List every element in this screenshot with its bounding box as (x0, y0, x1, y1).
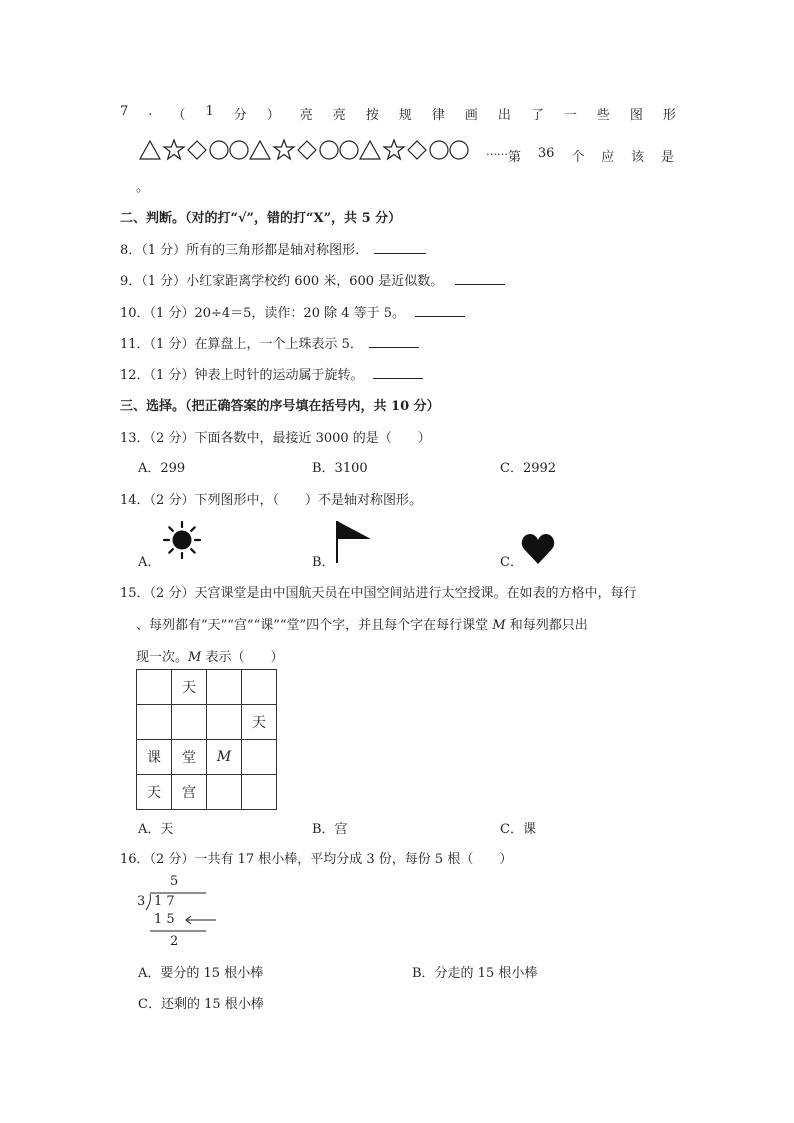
q15-option-b[interactable]: B．宫 (312, 822, 348, 837)
q15-grid (136, 669, 277, 810)
triangle-icon (360, 141, 380, 159)
q7-token: . (148, 104, 153, 119)
q15-line1: 15．（2 分）天宫课堂是由中国航天员在中国空间站进行太空授课。在如表的方格中，每行 (120, 586, 637, 601)
q7-token: 分 (233, 108, 247, 123)
q9 (120, 270, 505, 289)
grid-cell: 天 (172, 670, 207, 705)
diamond-icon (188, 141, 206, 159)
q12 (120, 364, 423, 383)
q7-end: 。 (136, 180, 150, 195)
q15-line3 (136, 646, 283, 665)
division-remainder: 2 (170, 934, 179, 949)
grid-cell: 课 (137, 740, 172, 775)
q7-token: 第 (508, 150, 522, 165)
q15-line3-text: 现一次。 (136, 650, 189, 665)
q7-token: 是 (660, 150, 674, 165)
q15-line2-text: 、每列都有“天”“宫”“课”“堂”四个字，并且每个字在每行课堂 (136, 618, 493, 633)
grid-cell: 天 (137, 775, 172, 810)
section-2-title: 二、判断。（对的打“√”，错的打“X”，共 5 分） (120, 211, 402, 226)
circle-icon (430, 141, 448, 159)
q7-token: ） (266, 108, 280, 123)
grid-cell (242, 775, 277, 810)
q7-token: 该 (631, 150, 645, 165)
division-product: 1 5 (154, 912, 175, 927)
q8 (120, 239, 426, 258)
q7-token: 形 (662, 108, 676, 123)
q15-line2 (136, 614, 588, 633)
q13-option-c[interactable]: C．2992 (500, 461, 557, 476)
heart-icon (521, 533, 555, 565)
q13-option-b[interactable]: B．3100 (312, 461, 368, 476)
q7-token: 亮 (332, 108, 346, 123)
sun-icon (162, 520, 202, 560)
circle-icon (230, 141, 248, 159)
star-icon (164, 140, 184, 159)
grid-row (137, 740, 277, 775)
division-dividend: 1 7 (154, 894, 175, 909)
q16-option-a[interactable]: A．要分的 15 根小棒 (138, 966, 264, 981)
shape-sequence (138, 138, 478, 162)
q7-token: 1 (205, 104, 214, 119)
grid-cell: 天 (242, 705, 277, 740)
q7-token: 按 (365, 108, 379, 123)
grid-cell (207, 670, 242, 705)
q7-token: 亮 (299, 108, 313, 123)
q14-option-b[interactable]: B． (312, 555, 335, 570)
q15-line3-text: 表示（ ） (201, 650, 284, 665)
q8-text: 8．（1 分）所有的三角形都是轴对称图形． (120, 243, 369, 258)
long-division (132, 874, 222, 954)
answer-blank[interactable] (374, 241, 426, 254)
q13-option-a[interactable]: A．299 (138, 461, 186, 476)
q7-token: 应 (601, 150, 615, 165)
division-divisor: 3 (137, 894, 146, 909)
star-icon (384, 140, 404, 159)
diamond-icon (408, 141, 426, 159)
q7-token: 36 (537, 146, 555, 161)
grid-cell: 堂 (172, 740, 207, 775)
q15-option-c[interactable]: C．课 (500, 822, 536, 837)
section-3-title: 三、选择。（把正确答案的序号填在括号内，共 10 分） (120, 399, 440, 414)
grid-row (137, 670, 277, 705)
division-bracket (132, 874, 222, 954)
answer-blank[interactable] (415, 304, 465, 317)
answer-blank[interactable] (373, 366, 423, 379)
grid-cell (137, 705, 172, 740)
q7-line1 (120, 104, 676, 123)
grid-cell (207, 705, 242, 740)
division-quotient: 5 (170, 874, 179, 889)
q7-token: 图 (629, 108, 643, 123)
circle-icon (340, 141, 358, 159)
q16-option-b[interactable]: B．分走的 15 根小棒 (412, 966, 538, 981)
flag-icon (334, 519, 374, 565)
grid-cell (242, 740, 277, 775)
q7-token: 些 (596, 108, 610, 123)
grid-cell (242, 670, 277, 705)
q14-option-c[interactable]: C． (500, 555, 523, 570)
q15-m-symbol: M (188, 650, 202, 665)
q15-option-a[interactable]: A．天 (138, 822, 174, 837)
arrow-left-icon (186, 916, 216, 924)
q16-text: 16．（2 分）一共有 17 根小棒，平均分成 3 份，每份 5 根（ ） (120, 852, 513, 867)
q9-text: 9．（1 分）小红家距离学校约 600 米，600 是近似数。 (120, 274, 444, 289)
grid-row (137, 705, 277, 740)
q7-token: 画 (464, 108, 478, 123)
q7-token: 律 (431, 108, 445, 123)
q7-ellipsis: …… (486, 145, 508, 158)
q7-token: 出 (497, 108, 511, 123)
circle-icon (210, 141, 228, 159)
triangle-icon (140, 141, 160, 159)
q7-token: 一 (563, 108, 577, 123)
grid-cell-m: M (207, 740, 242, 775)
q14-text: 14．（2 分）下列图形中，（ ）不是轴对称图形。 (120, 493, 422, 508)
q14-option-a[interactable]: A． (138, 555, 161, 570)
diamond-icon (298, 141, 316, 159)
q11 (120, 333, 419, 352)
q16-option-c[interactable]: C．还剩的 15 根小棒 (138, 997, 264, 1012)
grid-cell (137, 670, 172, 705)
q10-text: 10．（1 分）20÷4＝5，读作：20 除 4 等于 5。 (120, 306, 406, 321)
q13-text: 13．（2 分）下面各数中，最接近 3000 的是（ ） (120, 431, 431, 446)
grid-cell (172, 705, 207, 740)
q7-token: 个 (571, 150, 585, 165)
answer-blank[interactable] (455, 272, 505, 285)
q7-token: （ (172, 108, 186, 123)
circle-icon (320, 141, 338, 159)
q15-line2-text: 和每列都只出 (505, 618, 588, 633)
star-icon (274, 140, 294, 159)
q7-line2-tail (508, 146, 674, 165)
circle-icon (450, 141, 468, 159)
grid-cell (207, 775, 242, 810)
answer-blank[interactable] (369, 335, 419, 348)
q10 (120, 302, 465, 321)
q7-token: 7 (120, 104, 129, 119)
q11-text: 11．（1 分）在算盘上，一个上珠表示 5． (120, 337, 363, 352)
q7-token: 规 (398, 108, 412, 123)
triangle-icon (250, 141, 270, 159)
q15-m-symbol: M (492, 618, 506, 633)
grid-row (137, 775, 277, 810)
q12-text: 12．（1 分）钟表上时针的运动属于旋转。 (120, 368, 364, 383)
grid-cell: 宫 (172, 775, 207, 810)
q7-token: 了 (530, 108, 544, 123)
